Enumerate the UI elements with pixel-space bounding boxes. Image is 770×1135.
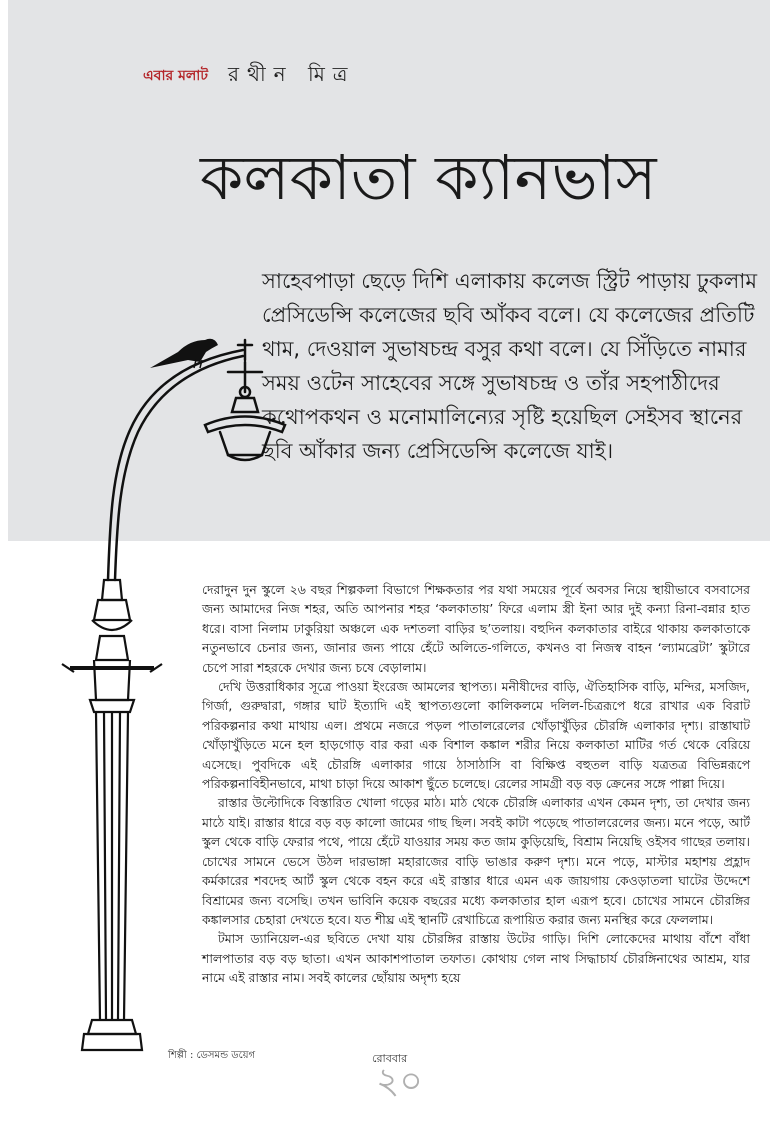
page-number: ২০ [376, 1061, 423, 1102]
article-paragraph: দেরাদুন দুন স্কুলে ২৬ বছর শিল্পকলা বিভাগে শিক্ষকতার পর যথা সময়ের পূর্বে অবসর নিয়ে স্থায়ীভাবে বসবাসের জন্য আমাদের নিজ শহর, অতি আপনার শহর ‘কলকাতায়’ ফিরে এলাম স্ত্রী ইনা আর দুই কন্যা রিনা-বন্নার হাত ধরে। বাসা নিলাম ঢাকুরিয়া অঞ্চলে এক দশতলা বাড়ির ছ’তলায়। বহুদিন কলকাতার বাইরে থাকায় কলকাতাকে নতুনভাবে চেনার জন্য, জানার জন্য পায়ে হেঁটে অলিতে-গলিতে, কখনও বা নিজস্ব বাহন ‘ল্যামব্রেটা’ স্কুটারে চেপে সারা শহরকে দেখার জন্য চষে বেড়ালাম। [202, 582, 750, 675]
article-body [202, 580, 750, 988]
author-name: রথীন মিত্র [228, 62, 356, 86]
intro-block [262, 264, 762, 468]
article-paragraph: দেখি উত্তরাধিকার সূত্রে পাওয়া ইংরেজ আমলের স্থাপত্য। মনীষীদের বাড়ি, ঐতিহাসিক বাড়ি, মন্দির, মসজিদ, গির্জা, গুরুদ্বারা, গঙ্গার ঘাট ইত্যাদি এই স্থাপত্যগুলো কালিকলমে দলিল-চিত্ররূপে ধরে রাখার এক বিরাট পরিকল্পনার কথা মাথায় এল। প্রথমে নজরে পড়ল পাতালরেলের খোঁড়াখুঁড়ির চৌরঙ্গি এলাকার দৃশ্য। রাস্তাঘাট খোঁড়াখুঁড়িতে মনে হল হাড়গোড় বার করা এক বিশাল কঙ্কাল শরীর নিয়ে কলকাতা মাটির গর্ত থেকে বেরিয়ে এসেছে। পুবদিকে এই চৌরঙ্গি এলাকার গায়ে ঠাসাঠাসি বা বিক্ষিপ্ত বহুতল বাড়ি যত্রতত্র বিভিন্নরূপে পরিকল্পনাবিহীনভাবে, মাথা চাড়া দিয়ে আকাশ ছুঁতে চলেছে। রেলের সামগ্রী বড় বড় ক্রেনের সঙ্গে পাল্লা দিয়ে। [202, 679, 750, 792]
page-title: কলকাতা ক্যানভাস [200, 141, 657, 214]
magazine-section-label: রোববার [372, 1052, 408, 1065]
article-paragraph: টমাস ড্যানিয়েল-এর ছবিতে দেখা যায় চৌরঙ্গির রাস্তায় উটের গাড়ি। দিশি লোকেদের মাথায় বাঁশে বাঁধা শালপাতার বড় বড় ছাতা। এখন আকাশপাতাল তফাত। কোথায় গেল নাথ সিদ্ধাচার্য চৌরঙ্গিনাথের আশ্রম, যার নামে এই রাস্তার নাম। সবই কালের ছোঁয়ায় অদৃশ্য হয়ে [202, 931, 750, 986]
intro-text: সাহেবপাড়া ছেড়ে দিশি এলাকায় কলেজ স্ট্রিট পাড়ায় ঢুকলাম প্রেসিডেন্সি কলেজের ছবি আঁকব বলে। যে কলেজের প্রতিটি থাম, দেওয়াল সুভাষচন্দ্র বসুর কথা বলে। যে সিঁড়িতে নামার সময় ওটেন সাহেবের সঙ্গে সুভাষচন্দ্র ও তাঁর সহপাঠীদের কথোপকথন ও মনোমালিন্যের সৃষ্টি হয়েছিল সেইসব স্থানের ছবি আঁকার জন্য প্রেসিডেন্সি কলেজে যাই। [262, 269, 757, 463]
article-paragraph: রাস্তার উল্টোদিকে বিস্তারিত খোলা গড়ের মাঠ। মাঠ থেকে চৌরঙ্গি এলাকার এখন কেমন দৃশ্য, তা দেখার জন্য মাঠে যাই। রাস্তার ধারে বড় বড় কালো জামের গাছ ছিল। সবই কাটা পড়েছে পাতালরেলের জন্য। মনে পড়ে, আর্ট স্কুল থেকে বাড়ি ফেরার পথে, পায়ে হেঁটে যাওয়ার সময় কত জাম কুড়িয়েছি, বিশ্রাম নিয়েছি ওইসব গাছের তলায়। চোখের সামনে ভেসে উঠল দারভাঙ্গা মহারাজের বাড়ি ভাঙার করুণ দৃশ্য। মনে পড়ে, মাস্টার মহাশয় প্রহ্লাদ কর্মকারের শবদেহ আর্ট স্কুল থেকে বহন করে এই রাস্তার ধারে এমন এক জায়গায় কেওড়াতলা ঘাটের উদ্দেশে বিশ্রামের জন্য বসেছি। তখন ভাবিনি কয়েক বছরের মধ্যে কলকাতার হাল এরূপ হবে। চোখের সামনে চৌরঙ্গির কঙ্কালসার চেহারা দেখতে হবে। যত শীঘ্র এই স্থানটি রেখাচিত্রে রূপায়িত করার জন্য মনস্থির করে ফেললাম। [202, 795, 750, 927]
section-kicker: এবার মলাট [143, 68, 208, 84]
artist-credit: শিল্পী : ডেসমন্ড ডয়েগ [168, 1050, 256, 1061]
